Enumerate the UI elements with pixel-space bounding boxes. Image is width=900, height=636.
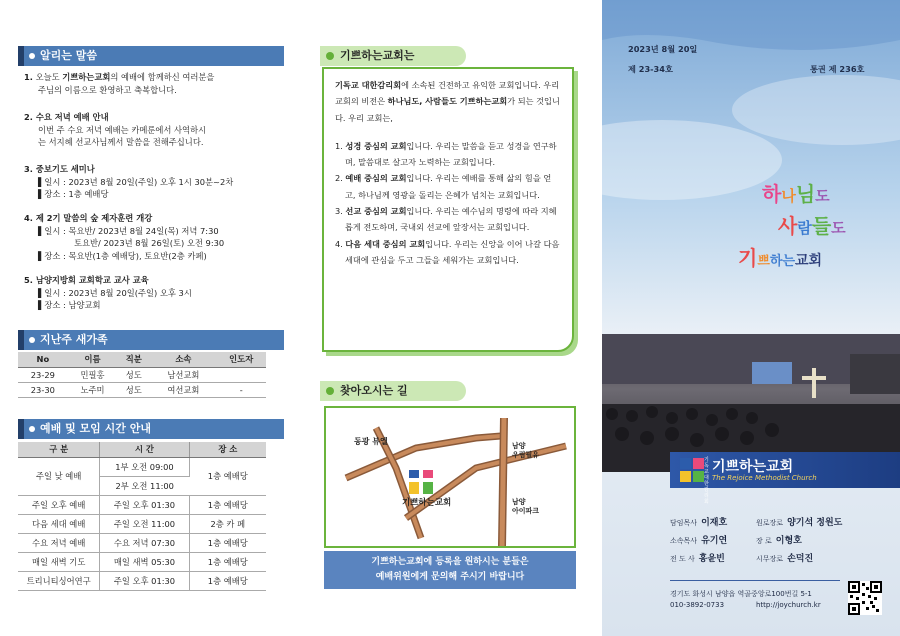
table-row: 매일 새벽 기도 매일 새벽 05:30 1층 예배당 [18, 552, 266, 571]
map-roads [326, 408, 574, 546]
map-label-dongkwang: 동광 뷰엘 [354, 437, 388, 446]
logo-denomination: 기독교대한감리회 [704, 457, 709, 505]
slogan-line-2: 사람들도 [778, 214, 846, 238]
intro-box [322, 67, 574, 352]
staff-elder: 장 로 이형호 [756, 536, 802, 546]
slogan-line-1: 하나님도 [762, 182, 830, 206]
notice-2: 2. 수요 저녁 예배 안내 이번 주 수요 저녁 예배는 카메룬에서 사역하시 는 서지혜 선교사님께서 말씀을 전해주십니다. [24, 112, 207, 147]
table-row: 주일 낮 예배 1부 오전 09:00 1층 예배당 [18, 457, 266, 476]
bullet-icon [29, 337, 35, 343]
intro-header: 기쁘하는교회는 [320, 46, 466, 66]
church-phone: 010-3892-0733 [670, 601, 725, 609]
map-header: 찾아오시는 길 [320, 381, 466, 401]
notice-4: 4. 제 2기 말씀의 숲 제자훈련 개강 ▌일시 : 목요반/ 2023년 8월 24일(목) 저녁 7:30 토요반/ 2023년 8월 26일(토) 오전 9:30 ▌장소 : 목요반(1층 예배당), 토요반(2층 카페) [24, 213, 225, 261]
staff-active-elder: 시무장로 손덕진 [756, 554, 814, 564]
notice-5: 5. 남양지방회 교회학교 교사 교육 ▌일시 : 2023년 8월 20일(주일) 오후 3시 ▌장소 : 남양교회 [24, 275, 192, 310]
table-row: 23-29 민필홍 성도 남선교회 [18, 367, 266, 382]
table-row: 주일 오후 예배 주일 오후 01:30 1층 예배당 [18, 495, 266, 514]
divider [670, 580, 840, 581]
bullet-icon [326, 52, 334, 60]
table-header-row: 구 분 시 간 장 소 [18, 442, 266, 457]
table-row: 수요 저녁 예배 수요 저녁 07:30 1층 예배당 [18, 533, 266, 552]
logo-church-name: 기쁘하는교회 [712, 459, 794, 475]
staff-senior-pastor: 담임목사 이재호 [670, 518, 728, 528]
map-label-woorim: 남양 우림필유 [512, 442, 540, 459]
bullet-icon [29, 53, 35, 59]
schedule-table [18, 442, 266, 591]
church-address: 경기도 화성시 남양읍 역골중앙로100번길 5-1 [670, 590, 812, 598]
church-cross-icon [405, 466, 437, 498]
intro-text: 기독교 대한감리회에 소속된 건전하고 유익한 교회입니다. 우리 교회의 비전은 하나님도, 사람들도 기쁘하는교회가 되는 것입니다. 우리 교회는, [335, 80, 560, 123]
staff-associate-pastor: 소속목사 유기연 [670, 536, 728, 546]
slogan-line-3: 기쁘하는교회 [738, 246, 823, 270]
newcomers-table [18, 352, 266, 398]
directions-map [324, 406, 576, 548]
table-row: 2부 오전 11:00 [18, 476, 266, 495]
total-issue: 통권 제 236호 [810, 64, 865, 74]
right-panel [602, 0, 900, 636]
map-label-ipark: 남양 아이파크 [512, 498, 540, 515]
qr-code-icon [848, 581, 882, 615]
table-row: 23-30 노주미 성도 여선교회 - [18, 382, 266, 397]
issue-date: 2023년 8월 20일 [628, 44, 698, 54]
map-label-church: 기쁘하는교회 [402, 498, 452, 508]
notice-header: 알리는 말씀 [18, 46, 284, 66]
list-item: 2. 예배 중심의 교회입니다. 우리는 예배를 통해 삶의 힘을 얻고, 하나님께 영광을 돌리는 은혜가 넘치는 교회입니다. [335, 173, 552, 200]
staff-evangelist: 전 도 사 홍윤빈 [670, 554, 725, 564]
list-item: 3. 선교 중심의 교회입니다. 우리는 예수님의 명령에 따라 지혜롭게 전도하며, 국내외 선교에 앞장서는 교회입니다. [335, 206, 557, 233]
table-row: 트리니티싱어연구 주일 오후 01:30 1층 예배당 [18, 571, 266, 590]
middle-panel [300, 0, 602, 636]
volume-number: 제 23-34호 [628, 64, 673, 74]
notice-1: 1. 오늘도 기쁘하는교회의 예배에 함께하신 여러분을 주님의 이름으로 환영하고 축복합니다. [24, 72, 215, 95]
cloud-background [602, 0, 900, 200]
church-logo-banner [670, 452, 900, 505]
table-header-row: No 이름 직분 소속 인도자 [18, 352, 266, 367]
table-row: 다음 세대 예배 주일 오전 11:00 2층 카 페 [18, 514, 266, 533]
bullet-icon [326, 387, 334, 395]
logo-english-name: The Rejoice Methodist Church [712, 474, 817, 482]
list-item: 4. 다음 세대 중심의 교회입니다. 우리는 신앙을 이어 나갈 다음 세대에 관심을 두고 그들을 세워가는 교회입니다. [335, 238, 560, 265]
notice-3: 3. 중보기도 세미나 ▌일시 : 2023년 8월 20일(주일) 오후 1시 30분~2차 ▌장소 : 1층 예배당 [24, 164, 234, 199]
schedule-header: 예배 및 모임 시간 안내 [18, 419, 284, 439]
church-website[interactable]: http://joychurch.kr [756, 601, 821, 609]
church-logo-icon [680, 458, 704, 482]
left-panel [0, 0, 300, 636]
newcomers-header: 지난주 새가족 [18, 330, 284, 350]
staff-elder-emeritus: 원로장로 양기석 정원도 [756, 518, 843, 528]
registration-note: 기쁘하는교회에 등록을 원하시는 분들은 예배위원에게 문의해 주시기 바랍니다 [324, 551, 576, 589]
bullet-icon [29, 426, 35, 432]
list-item: 1. 성경 중심의 교회입니다. 우리는 말씀을 듣고 성경을 연구하며, 말씀대로 살고자 노력하는 교회입니다. [335, 140, 557, 168]
